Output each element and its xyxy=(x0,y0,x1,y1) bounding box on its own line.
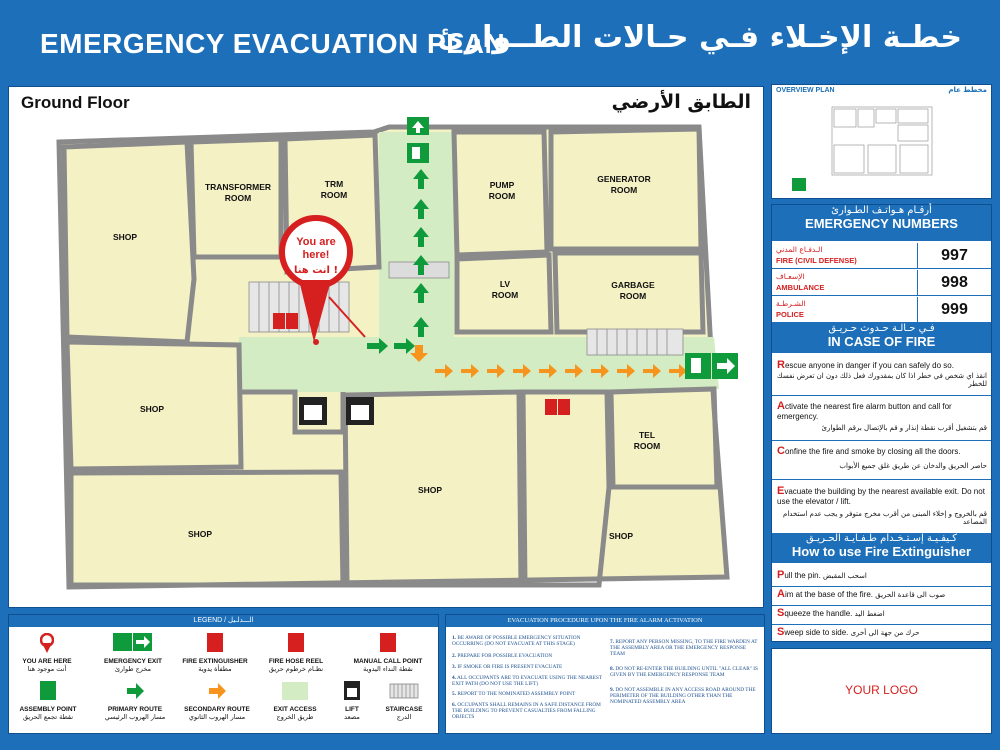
procedure-item: 1. BE AWARE OF POSSIBLE EMERGENCY SITUATION OCCURRING (DO NOT EVACUATE AT THIS STAGE) xyxy=(452,635,581,648)
svg-text:ROOM: ROOM xyxy=(610,185,638,195)
procedure-item: 2. PREPARE FOR POSSIBLE EVACUATION xyxy=(452,653,553,659)
extinguisher-step-aim: Aim at the base of the fire. صوب الى قاعدة الحريق xyxy=(777,588,946,600)
emergency-number-row: الإسعـاف AMBULANCE 998 xyxy=(772,270,991,296)
floor-plan-drawing xyxy=(9,87,765,609)
staircase-right xyxy=(587,329,683,355)
staircase-icon xyxy=(389,681,419,701)
fire-hose-reel-icon xyxy=(287,633,305,653)
room-shop-bottom-right: SHOP xyxy=(608,531,634,541)
procedure-item: 3. IF SMOKE OR FIRE IS PRESENT EVACUATE xyxy=(452,664,563,670)
room-tel: TEL xyxy=(638,430,656,440)
lift-2 xyxy=(346,397,374,425)
assembly-point-icon xyxy=(792,178,806,191)
room-shop-bottom-left: SHOP xyxy=(187,529,213,539)
procedure-item: 5. REPORT TO THE NOMINATED ASSEMBLY POINT xyxy=(452,691,576,697)
logo-placeholder: YOUR LOGO xyxy=(845,683,918,697)
procedure-item: 4. ALL OCCUPANTS ARE TO EVACUATE USING THE NEAREST EXIT PATH (DO NOT USE THE LIFT) xyxy=(452,675,602,688)
extinguisher-step-pull: Pull the pin. اسحب المقبض xyxy=(777,569,867,581)
procedure-item: 9. DO NOT ASSEMBLE IN ANY ACCESS ROAD AROUND THE PERIMETER OF THE BUILDING OTHER THAN THE NOMINATED ASSEMBLY AREA xyxy=(610,687,756,706)
in-case-of-fire-heading: فـي حـالـة حـدوث حـريـق IN CASE OF FIRE xyxy=(772,323,991,353)
logo-panel xyxy=(771,648,992,734)
emergency-number-row: الشـرطـة POLICE 999 xyxy=(772,297,991,323)
legend-fire-extinguisher: FIRE EXTINGUISHER مطفأة يدوية xyxy=(177,633,253,673)
legend-you-are-here: YOU ARE HERE أنت موجود هنا xyxy=(17,633,77,673)
procedure-heading: EVACUATION PROCEDURE UPON THE FIRE ALARM ACTIVATION xyxy=(446,615,764,627)
lift-icon xyxy=(343,681,361,701)
phone-number: 999 xyxy=(917,297,991,322)
legend-staircase: STAIRCASE الدرج xyxy=(373,681,435,721)
procedure-item: 8. DO NOT RE-ENTER THE BUILDING UNTIL "ALL CLEAR" IS GIVEN BY THE EMERGENCY RESPONSE TEAM xyxy=(610,666,758,679)
legend-fire-hose-reel: FIRE HOSE REEL نظـام خرطوم حريق xyxy=(261,633,331,673)
evacuation-procedure-panel xyxy=(445,614,765,734)
fire-step-rescue: Rescue anyone in danger if you can safely do so. xyxy=(777,359,954,371)
svg-text:ROOM: ROOM xyxy=(619,291,647,301)
room-shop-top-left: SHOP xyxy=(112,232,138,242)
legend-lift: LIFT مصعد xyxy=(335,681,369,721)
legend-heading: LEGEND / الـــدلـيل xyxy=(9,615,438,627)
overview-plan-panel xyxy=(771,84,992,199)
title-english: EMERGENCY EVACUATION PLAN xyxy=(40,28,506,59)
fire-hose-reel-icon xyxy=(286,313,298,329)
svg-text:ROOM: ROOM xyxy=(633,441,661,451)
overview-title: OVERVIEW PLAN xyxy=(776,87,835,94)
emergency-exit-icon xyxy=(113,633,153,653)
legend-manual-call-point: MANUAL CALL POINT نقطة النداء اليدوية xyxy=(345,633,431,673)
staircase-left xyxy=(249,282,349,332)
primary-route-arrow-icon xyxy=(125,681,145,701)
floor-plan-panel xyxy=(8,86,764,608)
legend-panel xyxy=(8,614,439,734)
you-are-here-label: You are xyxy=(296,236,336,248)
lift-1 xyxy=(299,397,327,425)
legend-secondary-route: SECONDARY ROUTE مسار الهروب الثانوي xyxy=(177,681,257,721)
exit-access-swatch-icon xyxy=(282,681,308,701)
extinguisher-heading: كـيفـيـة إسـتـخـدام طـفـايـة الحـريـق How to use Fire Extinguisher xyxy=(772,533,991,563)
legend-assembly-point: ASSEMBLY POINT نقطة تجمع الحريق xyxy=(15,681,81,721)
floor-title-arabic: الطابق الأرضي xyxy=(611,91,751,113)
svg-text:ROOM: ROOM xyxy=(320,190,348,200)
room-shop-middle: SHOP xyxy=(417,485,443,495)
svg-text:ROOM: ROOM xyxy=(491,290,519,300)
svg-text:ROOM: ROOM xyxy=(224,193,252,203)
emergency-number-row: الـدفـاع المدني FIRE (CIVIL DEFENSE) 997 xyxy=(772,243,991,269)
room-shop-middle-left: SHOP xyxy=(139,404,165,414)
exit-access-corridor-west xyxy=(239,337,381,392)
fire-step-activate: Activate the nearest fire alarm button and call for emergency. xyxy=(777,400,952,421)
room-garbage: GARBAGE xyxy=(611,280,655,290)
title-arabic: خطـة الإخـلاء فـي حـالات الطــوارئ xyxy=(437,20,962,55)
room-transformer: TRANSFORMER xyxy=(204,182,272,192)
fire-hose-reel-icon xyxy=(558,399,570,415)
assembly-point-icon xyxy=(39,681,57,701)
info-panel: أرقـام هـواتـف الطـوارئ EMERGENCY NUMBERS الـدفـاع المدني FIRE (CIVIL DEFENSE) 997 الإسعـاف AMBULANCE 998 الشـرطـة POLICE 999 فـي حـالـة حـدوث حـريـق IN CASE OF FIRE Rescue anyone in danger if you can safely do so. انقذ اي شخص في خطر اذا كان بمقدورك فعل ذلك دون ان تعرض نفسك للخطر Activate the nearest fire alarm button and call for emergency. قم بتشغيل أقرب نقطة إنذار و قم بالإتصال برقم الطوارئ Confine the fire and smoke by closing all the doors. حاصر الحريق والدخان عن طريق غلق جميع الأبواب Evacuate the building by the nearest available exit. Do not use the elevator / lift. قم بالخروج و إخلاء المبنى من أقرب مخرج متوفر و يجب عدم استخدام المصاعد كـيفـيـة إسـتـخـدام طـفـايـة الحـريـق How to use Fire Extinguisher Pull the pin. اسحب المقبض Aim at the base of the fire. صوب الى قاعدة الحريق Squeeze the handle. اضغط اليد Sweep side to side. حرك من جهة الى أخرى xyxy=(771,204,992,642)
overview-thumbnail xyxy=(772,85,993,200)
header-banner xyxy=(0,0,1000,80)
extinguisher-step-sweep: Sweep side to side. حرك من جهة الى أخرى xyxy=(777,626,920,638)
room-pump: PUMP xyxy=(489,180,515,190)
manual-call-point-icon xyxy=(379,633,397,653)
phone-number: 998 xyxy=(917,270,991,295)
floor-title-english: Ground Floor xyxy=(21,93,130,112)
legend-exit-access: EXIT ACCESS طريق الخروج xyxy=(265,681,325,721)
procedure-item: 6. OCCUPANTS SHALL REMAINS IN A SAFE DISTANCE FROM THE BUILDING TO PREVENT CASUALTIES FROM FALLING OBJECTS xyxy=(452,702,601,721)
svg-text:here!: here! xyxy=(302,249,330,261)
emergency-numbers-heading: أرقـام هـواتـف الطـوارئ EMERGENCY NUMBERS xyxy=(772,205,991,241)
fire-extinguisher-icon xyxy=(273,313,285,329)
svg-text:انت هنا !: انت هنا ! xyxy=(293,265,339,276)
legend-primary-route: PRIMARY ROUTE مسار الهروب الرئيسي xyxy=(97,681,173,721)
fire-step-confine: Confine the fire and smoke by closing all the doors. xyxy=(777,445,961,457)
phone-number: 997 xyxy=(917,243,991,268)
secondary-route-arrow-icon xyxy=(207,681,227,701)
overview-title-arabic: مخطط عام xyxy=(948,86,987,94)
room-trm: TRM xyxy=(324,179,344,189)
legend-emergency-exit: EMERGENCY EXIT مخرج طوارئ xyxy=(95,633,171,673)
room-lv: LV xyxy=(499,279,511,289)
extinguisher-step-squeeze: Squeeze the handle. اضغط اليد xyxy=(777,607,885,619)
fire-extinguisher-icon xyxy=(545,399,557,415)
room-generator: GENERATOR xyxy=(597,174,651,184)
fire-extinguisher-icon xyxy=(206,633,224,653)
procedure-item: 7. REPORT ANY PERSON MISSING, TO THE FIRE WARDEN AT THE ASSEMBLY AREA OR THE EMERGENCY RESPONSE TEAM xyxy=(610,639,758,658)
fire-step-evacuate: Evacuate the building by the nearest available exit. Do not use the elevator / lift. xyxy=(777,485,985,506)
svg-text:ROOM: ROOM xyxy=(488,191,516,201)
